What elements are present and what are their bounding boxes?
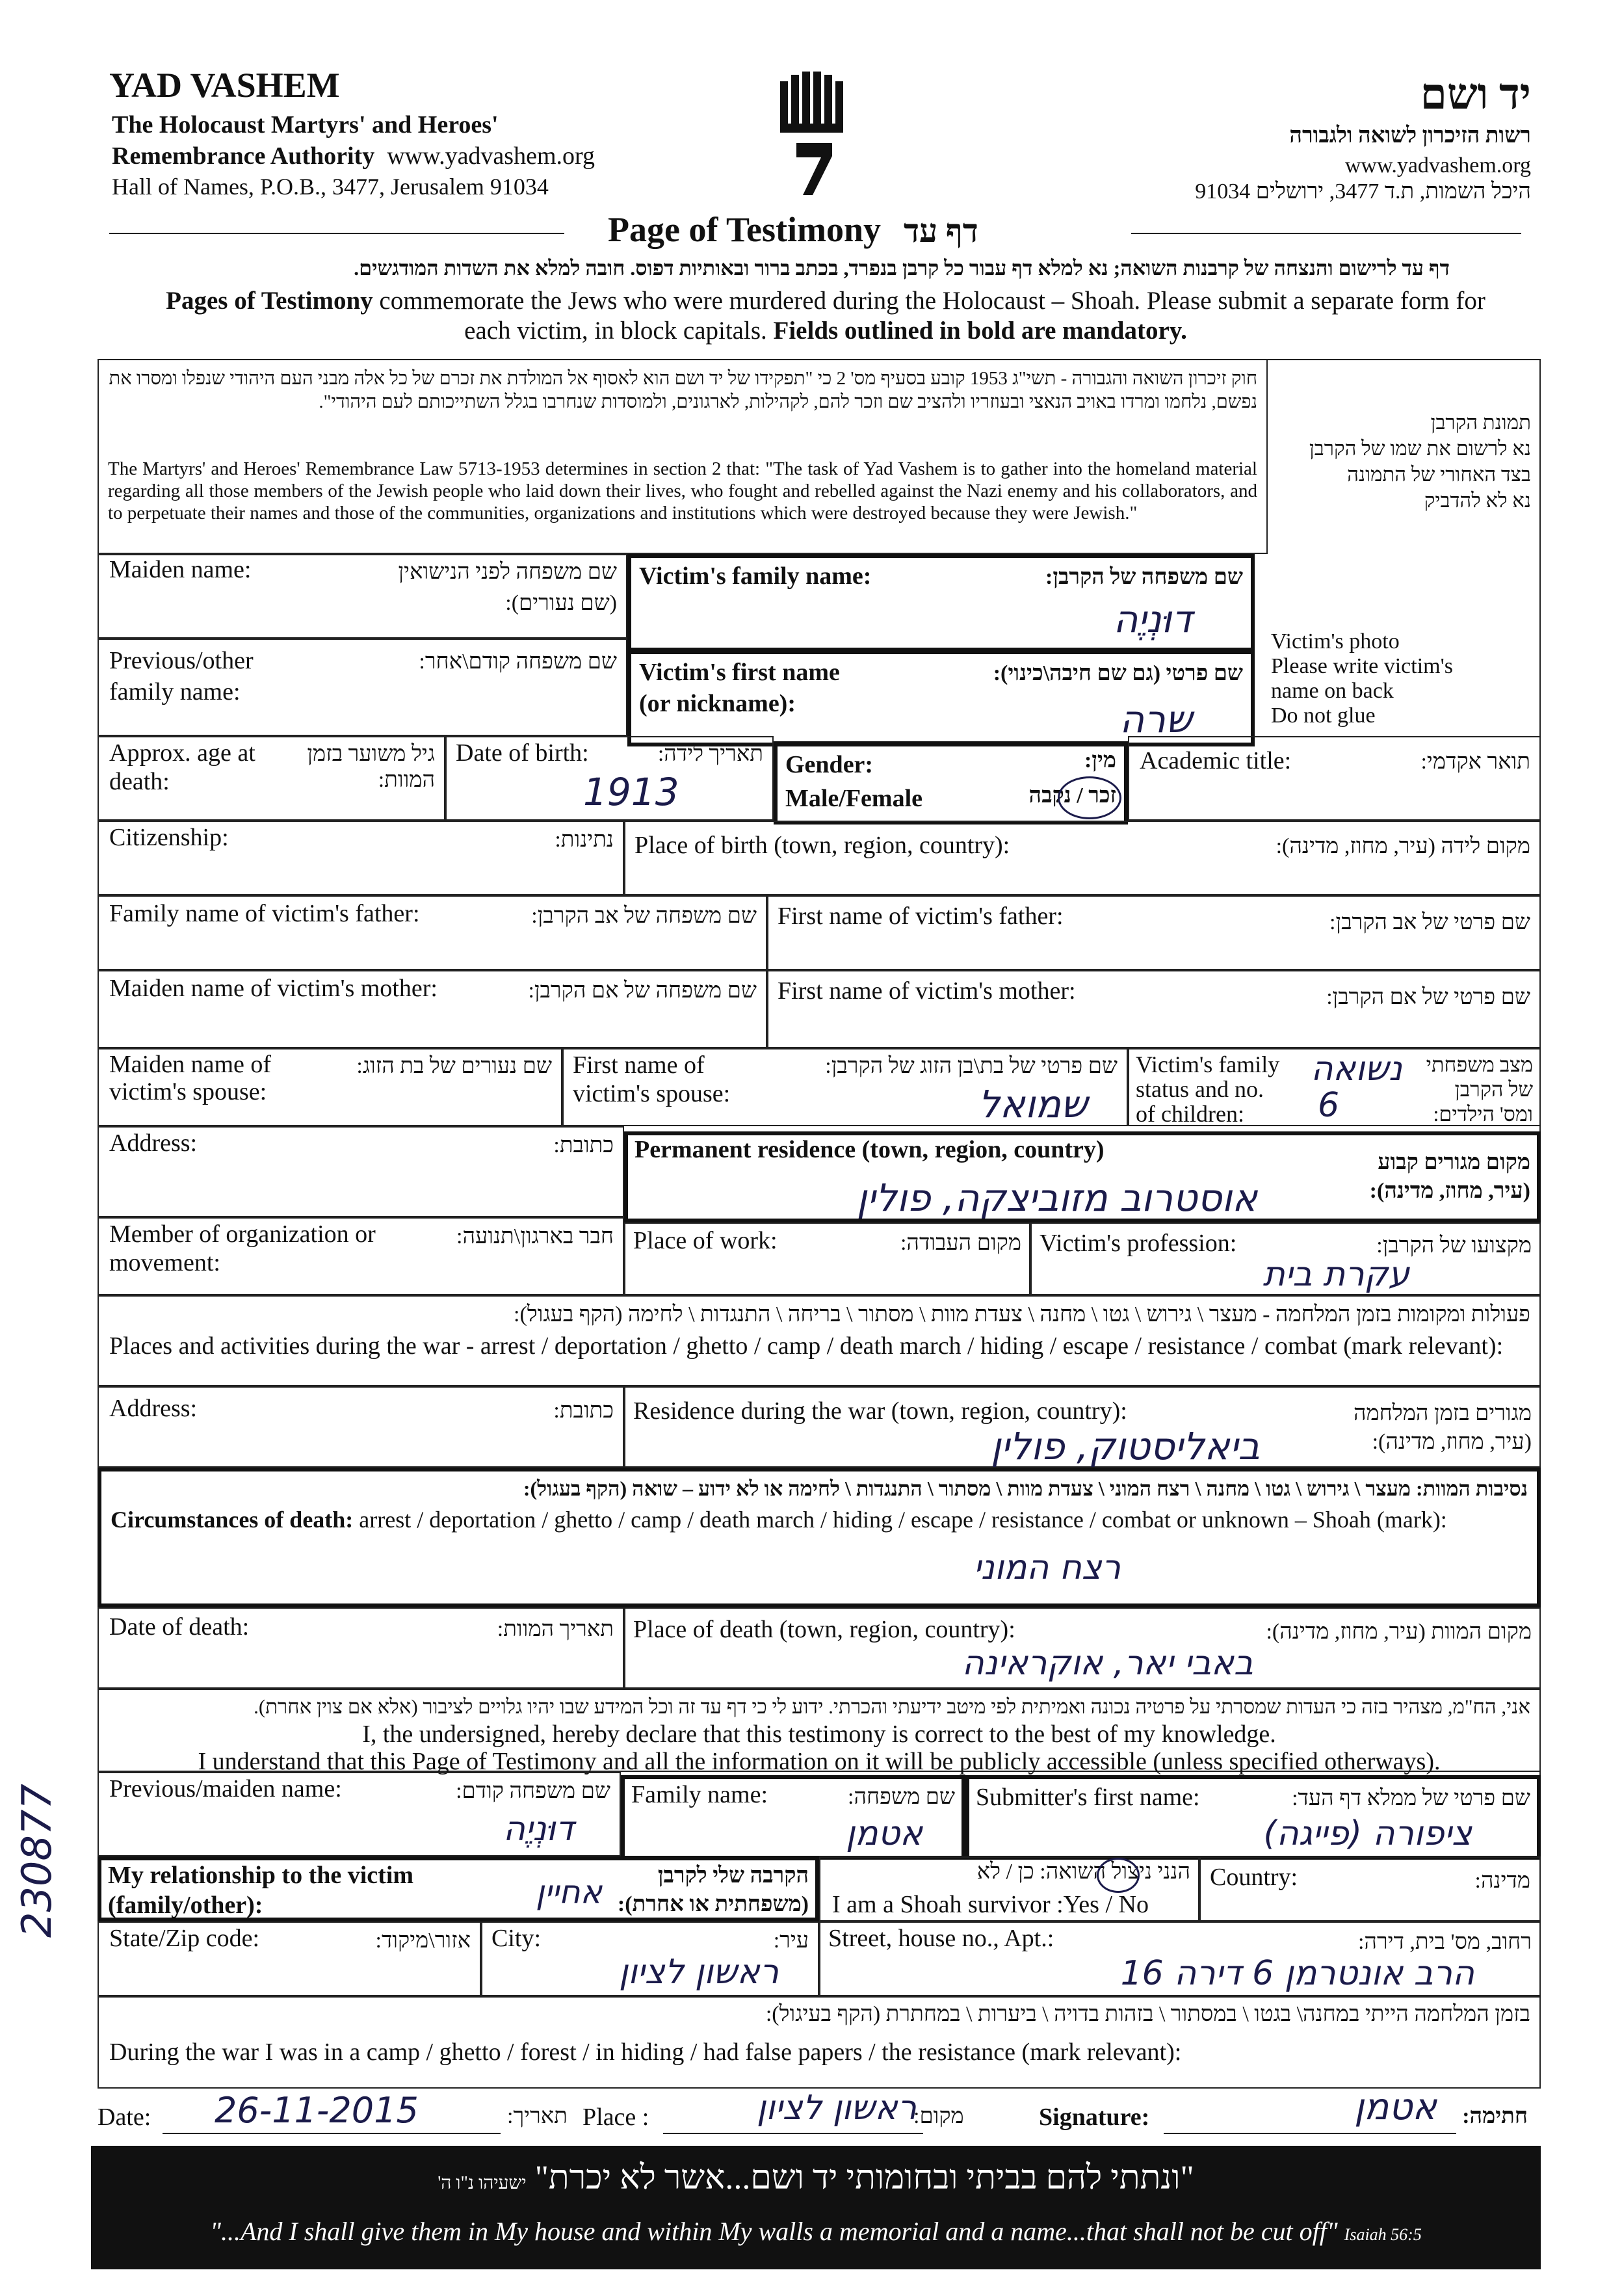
gender-female-circle	[1058, 776, 1121, 819]
date-value[interactable]: 26-11-2015	[215, 2090, 419, 2131]
permanent-residence-field[interactable]: Permanent residence (town, region, country) מקום מגורים קבוע (עיר, מחוז, מדינה): אוסטרוב מזוביצקה, פולין	[624, 1131, 1541, 1222]
profession-value: עקרת בית	[1262, 1255, 1409, 1294]
war-address-field[interactable]: Address: כתובת:	[98, 1386, 624, 1468]
submitter-family-name-value: אטמן	[846, 1814, 922, 1853]
law-text-he: חוק זיכרון השואה והגבורה - תשי"ג 1953 קובע בסעיף מס' 2 כי "תפקידו של יד ושם הוא לאסוף אל המולדת את זכרם של כל אלה מבני העם היהודי שנפלו ומסרו את נפשם, נלחמו ומרדו באויב הנאצי ובעוזריו ולהציב שם וזכר להם, לקהילות, לארגונים, ולמוסדות שנחרבו בגלל השתייכותם לעם היהודי".	[109, 368, 1257, 412]
page-title: Page of Testimony	[608, 210, 882, 249]
gender-options[interactable]: זכר / נקבה	[1028, 784, 1116, 808]
intro-en-1: Pages of Testimony commemorate the Jews who were murdered during the Holocaust – Shoah. Please submit a separate form for	[166, 287, 1485, 315]
signature-line: Date: 26-11-2015 תאריך: Place : ראשון לציון מקום: Signature: אטמן חתימה:	[98, 2095, 1541, 2147]
citizenship-field[interactable]: Citizenship: נתינות:	[98, 821, 624, 895]
organization-field[interactable]: Member of organization or movement: חבר בארגון\תנועה:	[98, 1217, 624, 1295]
mother-first-name-field[interactable]: First name of victim's mother: שם פרטי של אם הקרבן:	[767, 970, 1541, 1048]
mother-maiden-name-field[interactable]: Maiden name of victim's mother: שם משפחה של אם הקרבן:	[98, 970, 767, 1048]
relationship-field[interactable]: My relationship to the victim (family/other): הקרבה שלי לקרבן (משפחתית או אחרת): אחיין	[98, 1856, 819, 1921]
org-subtitle-en-2: Remembrance Authority www.yadvashem.org	[112, 142, 595, 170]
street-field[interactable]: Street, house no., Apt.: רחוב, מס' בית, דירה: הרב אונטרמן 6 דירה 16	[819, 1921, 1541, 1996]
country-field[interactable]: Country: מדינה:	[1199, 1856, 1541, 1921]
father-first-name-field[interactable]: First name of victim's father: שם פרטי של אב הקרבן:	[767, 895, 1541, 970]
org-address-en: Hall of Names, P.O.B., 3477, Jerusalem 91034	[112, 174, 549, 200]
law-section	[98, 359, 1268, 554]
photo-area[interactable]	[1271, 364, 1537, 741]
submitter-previous-name-field[interactable]: Previous/maiden name: שם משפחה קודם: דוּנְיֶה	[98, 1772, 621, 1856]
street-value: הרב אונטרמן 6 דירה 16	[1120, 1954, 1474, 1993]
law-text-en: The Martyrs' and Heroes' Remembrance Law 5713-1953 determines in section 2 that: "The task of Yad Vashem is to gather into the homeland material regarding all those members of the Jewish people who laid down their lives, who fought and rebelled against the Nazi enemy and his collaborators, and to perpetuate their names and those of the communities, organizations and institutions which were destroyed because they were Jewish."	[108, 458, 1257, 523]
spouse-maiden-name-field[interactable]: Maiden name of victim's spouse: שם נעורים של בת הזוג:	[98, 1048, 562, 1126]
intro-he: דף עד לרישום והנצחה של קרבנות השואה; נא למלא דף עבור כל קרבן בנפרד, בכתב ברור ובאותיות דפוס. חובה למלא את השדות המודגשים.	[354, 256, 1450, 280]
declaration: אני, הח"מ, מצהיר בזה כי העדות שמסרתי על פרטיה נכונה ואמיתית לפי מיטב ידיעתי והכרתי. ידוע לי כי דף עד זה וכל המידע שבו יהיו גלויים לציבור (אלא אם צוין אחרת). I, the undersigned, hereby declare that this testimony is correct to the best of my knowledge. I understand that this Page of Testimony and all the information on it will be publicly accessible (unless specified otherways).	[98, 1689, 1541, 1772]
war-residence-field[interactable]: Residence during the war (town, region, country): מגורים בזמן המלחמה (עיר, מחוז, מדינה): ביאליסטוק, פולין	[624, 1386, 1541, 1468]
gender-field[interactable]: Gender: Male/Female מין: זכר / נקבה	[774, 741, 1128, 825]
date-of-birth-field[interactable]: Date of birth: תאריך לידה: 1913	[445, 736, 774, 821]
spouse-first-name-field[interactable]: First name of victim's spouse: שם פרטי של בת\בן הזוג של הקרבן: שמואל	[562, 1048, 1128, 1126]
org-subtitle-en-1: The Holocaust Martyrs' and Heroes'	[112, 111, 499, 139]
war-activities-field[interactable]: פעולות ומקומות בזמן המלחמה - מעצר \ גירוש \ גטו \ מחנה \ צעדת מוות \ מסתור \ בריחה \ התנגדות \ לחימה (הקף בעגול): Places and activities during the war - arrest / deportation / ghetto / camp / death march / hiding / escape / resistance / combat (mark relevant):	[98, 1295, 1541, 1386]
relationship-value: אחיין	[535, 1873, 602, 1911]
war-location-field[interactable]: בזמן המלחמה הייתי במחנה\ בגטו \ במסתור \ בזהות בדויה \ ביערות \ במחתרת (הקף בעיגול): During the war I was in a camp / ghetto / forest / in hiding / had false papers / the resistance (mark relevant):	[98, 1996, 1541, 2089]
date-of-birth-value: 1913	[583, 770, 679, 814]
family-status-field[interactable]: Victim's family status and no. of children: מצב משפחתי של הקרבן ומס' הילדים: נשואה 6	[1128, 1048, 1541, 1126]
spouse-first-name-value: שמואל	[978, 1082, 1088, 1126]
signature-value[interactable]: אטמן	[1354, 2086, 1437, 2128]
academic-title-field[interactable]: Academic title: תואר אקדמי:	[1128, 736, 1541, 821]
footer-banner	[91, 2146, 1541, 2269]
page-title-he: דף עד	[904, 213, 978, 249]
permanent-residence-value: אוסטרוב מזוביצקה, פולין	[856, 1176, 1257, 1220]
victim-family-name-value: דוּנְיֶה	[1113, 597, 1192, 641]
family-status-value: נשואה	[1311, 1049, 1402, 1089]
org-name-he: יד ושם	[1420, 71, 1531, 118]
photo-instructions-he: תמונת הקרבן נא לרשום את שמו של הקרבן בצד האחורי של התמונה נא לא להדביק	[1309, 411, 1531, 512]
circumstances-value: רצח המוני	[973, 1548, 1121, 1587]
zip-code-field[interactable]: State/Zip code: אזור\מיקוד:	[98, 1921, 481, 1996]
submitter-family-name-field[interactable]: Family name: שם משפחה: אטמן	[621, 1775, 965, 1860]
maiden-name-field[interactable]: Maiden name: שם משפחה לפני הנישואין (שם נעורים):	[98, 554, 627, 639]
submitter-previous-name-value: דוּנְיֶה	[503, 1810, 574, 1849]
org-name-en: YAD VASHEM	[109, 66, 340, 105]
org-subtitle-he: רשות הזיכרון לשואה ולגבורה	[1289, 124, 1531, 148]
banner-quote-he: "ונתתי להם בביתי ובחומותי יד ושם...אשר לא יכרת" ישעיהו נ"ו ה'	[438, 2159, 1194, 2197]
place-of-birth-field[interactable]: Place of birth (town, region, country): מקום לידה (עיר, מחוז, מדינה):	[624, 821, 1541, 895]
survivor-yes-circle	[1097, 1858, 1140, 1893]
org-address-he: היכל השמות, ת.ד 3477, ירושלים 91034	[1195, 179, 1531, 204]
header-rule-left	[109, 233, 564, 234]
age-at-death-field[interactable]: Approx. age at death: גיל משוער בזמן המוות:	[98, 736, 445, 821]
photo-instructions-en: Victim's photo Please write victim's name on back Do not glue	[1271, 629, 1453, 728]
children-count-value: 6	[1318, 1086, 1340, 1125]
profession-field[interactable]: Victim's profession: מקצועו של הקרבן: עקרת בית	[1030, 1222, 1541, 1295]
banner-quote-en: "...And I shall give them in My house and within My walls a memorial and a name...that shall not be cut off" Isaiah 56:5	[210, 2217, 1422, 2246]
yad-vashem-logo	[777, 72, 848, 202]
address-field[interactable]: Address: כתובת:	[98, 1126, 624, 1217]
city-field[interactable]: City: עיר: ראשון לציון	[481, 1921, 819, 1996]
submitter-first-name-field[interactable]: Submitter's first name: שם פרטי של ממלא דף העד: ציפורה (פייגה)	[965, 1775, 1541, 1860]
date-of-death-field[interactable]: Date of death: תאריך המוות:	[98, 1607, 624, 1689]
place-of-death-field[interactable]: Place of death (town, region, country): מקום המוות (עיר, מחוז, מדינה): באבי יאר, אוקראינה	[624, 1607, 1541, 1689]
intro-en-2: each victim, in block capitals. Fields outlined in bold are mandatory.	[464, 317, 1187, 345]
father-family-name-field[interactable]: Family name of victim's father: שם משפחה של אב הקרבן:	[98, 895, 767, 970]
website-en: www.yadvashem.org	[387, 142, 595, 170]
place-of-death-value: באבי יאר, אוקראינה	[961, 1644, 1253, 1683]
place-of-work-field[interactable]: Place of work: מקום העבודה:	[624, 1222, 1030, 1295]
submitter-first-name-value: ציפורה (פייגה)	[1263, 1814, 1472, 1853]
victim-first-name-value: שרה	[1119, 697, 1192, 741]
shoah-survivor-field[interactable]: הנני ניצול השואה: כן / לא I am a Shoah survivor :Yes / No	[819, 1856, 1199, 1921]
victim-first-name-field[interactable]: Victim's first name (or nickname): שם פרטי (גם שם חיבה\כינוי): שרה	[627, 650, 1255, 746]
header-rule-right	[1131, 233, 1521, 234]
place-value[interactable]: ראשון לציון	[756, 2089, 917, 2128]
victim-family-name-field[interactable]: Victim's family name: שם משפחה של הקרבן: דוּנְיֶה	[627, 554, 1255, 652]
war-residence-value: ביאליסטוק, פולין	[990, 1424, 1260, 1468]
city-value: ראשון לציון	[618, 1953, 779, 1992]
previous-family-name-field[interactable]: Previous/other family name: שם משפחה קודם\אחר:	[98, 639, 627, 736]
circumstances-of-death-field[interactable]: נסיבות המוות: מעצר \ גירוש \ גטו \ מחנה \ רצח המוני \ צעדת מוות \ מסתור \ התנגדות \ לחימה או לא ידוע – שואה (הקף בעגול): Circumstances of death: arrest / deportation / ghetto / camp / death march / hiding / escape / resistance / combat or unknown – Shoah (mark): רצח המוני	[98, 1468, 1541, 1607]
side-record-number: 230877	[13, 1784, 60, 1938]
website-he: www.yadvashem.org	[1344, 153, 1531, 178]
